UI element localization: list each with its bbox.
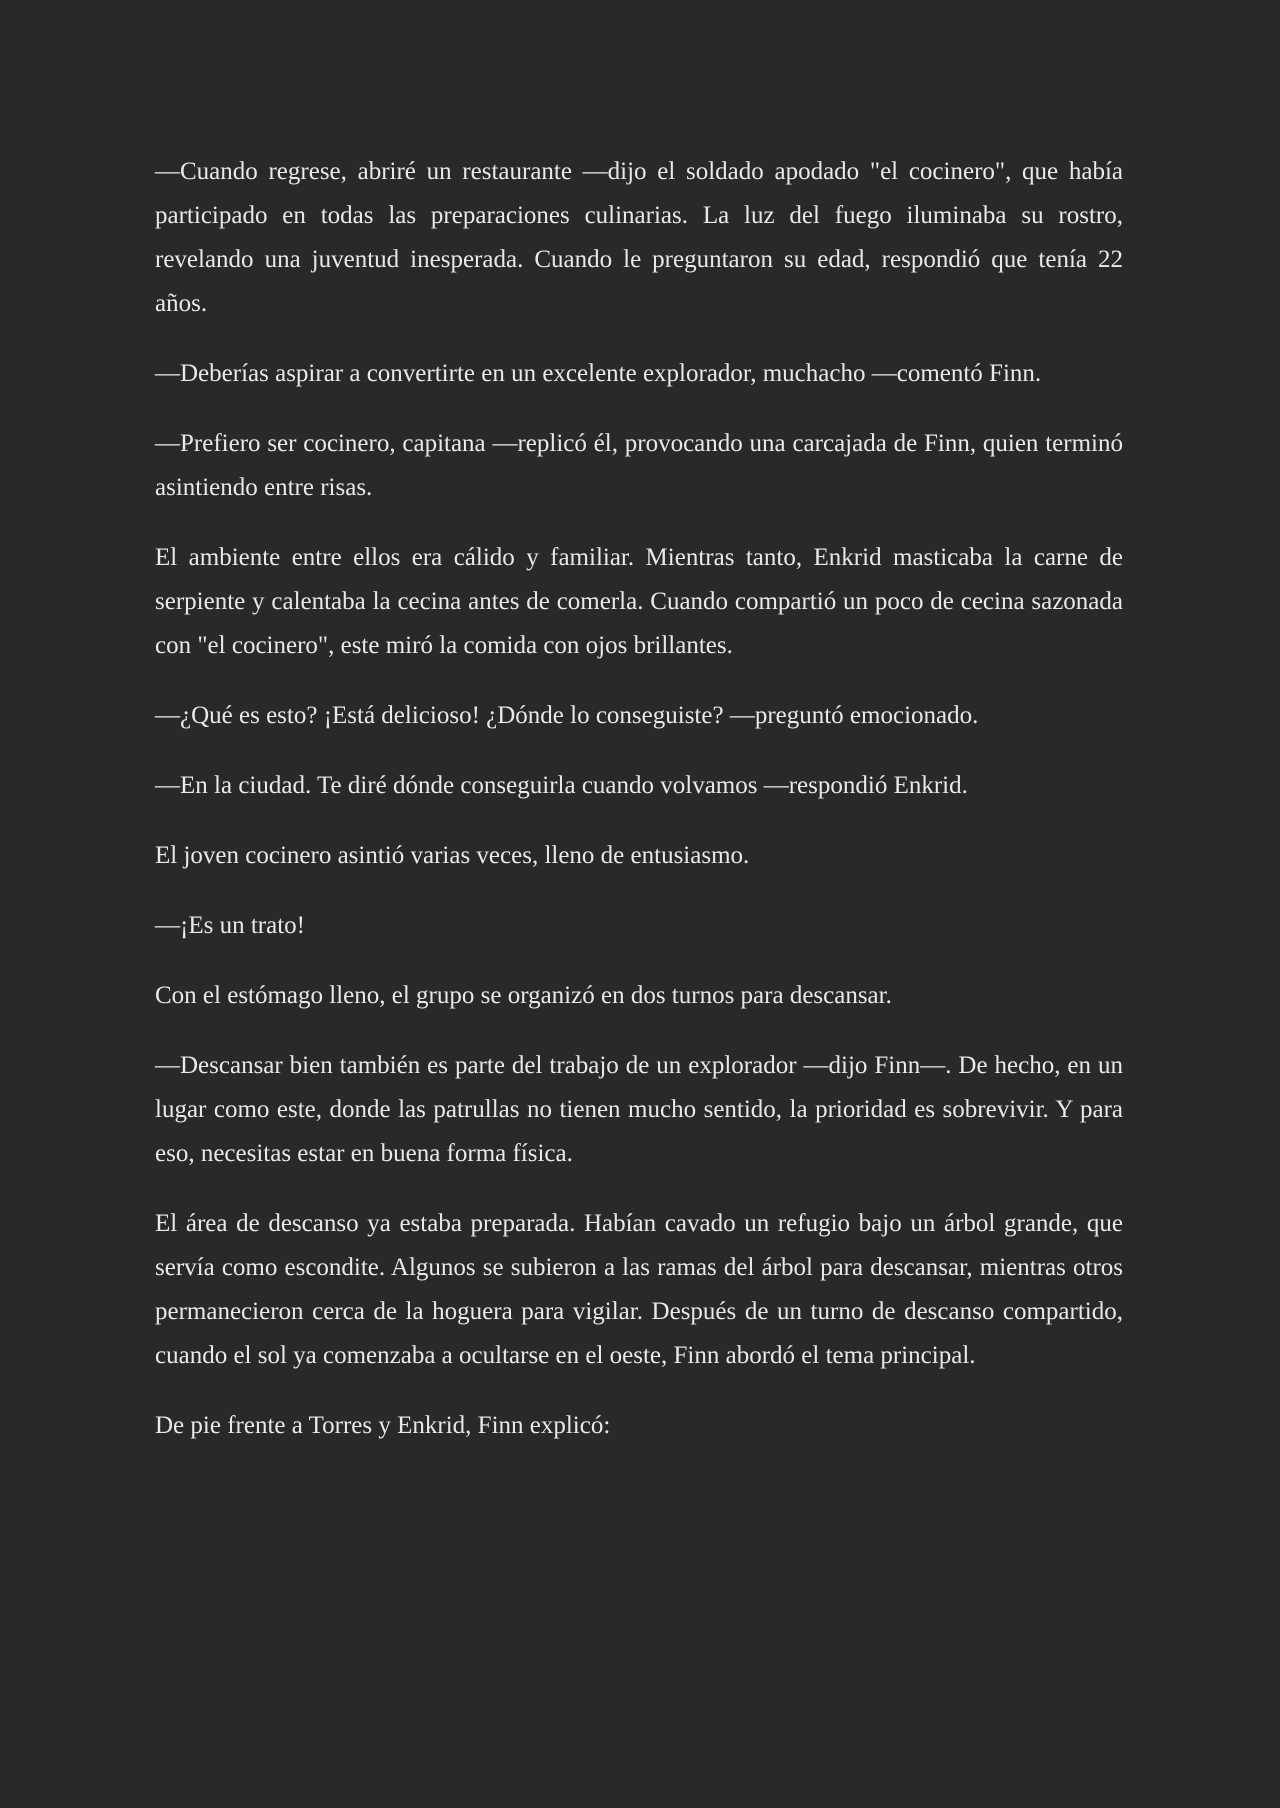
paragraph-11: El área de descanso ya estaba preparada. Habían cavado un refugio bajo un árbol grande, que servía como escondite. Algunos se subieron a las ramas del árbol para descansar, mientras otros permanecieron cerca de la hoguera para vigilar. Después de un turno de descanso compartido, cuando el sol ya comenzaba a ocultarse en el oeste, Finn abordó el tema principal. bbox=[155, 1210, 1123, 1369]
paragraph-9: Con el estómago lleno, el grupo se organizó en dos turnos para descansar. bbox=[155, 982, 892, 1009]
paragraph-10: —Descansar bien también es parte del trabajo de un explorador —dijo Finn—. De hecho, en un lugar como este, donde las patrullas no tienen mucho sentido, la prioridad es sobrevivir. Y para eso, necesitas estar en buena forma física. bbox=[155, 1052, 1123, 1167]
paragraph-6: —En la ciudad. Te diré dónde conseguirla cuando volvamos —respondió Enkrid. bbox=[155, 772, 968, 799]
chapter-text bbox=[155, 150, 1123, 1448]
paragraph-4: El ambiente entre ellos era cálido y familiar. Mientras tanto, Enkrid masticaba la carne de serpiente y calentaba la cecina antes de comerla. Cuando compartió un poco de cecina sazonada con "el cocinero", este miró la comida con ojos brillantes. bbox=[155, 544, 1123, 659]
paragraph-7: El joven cocinero asintió varias veces, lleno de entusiasmo. bbox=[155, 842, 750, 869]
paragraph-2: —Deberías aspirar a convertirte en un excelente explorador, muchacho —comentó Finn. bbox=[155, 360, 1042, 387]
paragraph-3: —Prefiero ser cocinero, capitana —replicó él, provocando una carcajada de Finn, quien terminó asintiendo entre risas. bbox=[155, 430, 1123, 501]
paragraph-12: De pie frente a Torres y Enkrid, Finn explicó: bbox=[155, 1412, 611, 1439]
paragraph-8: —¡Es un trato! bbox=[155, 912, 305, 939]
paragraph-1: —Cuando regrese, abriré un restaurante —dijo el soldado apodado "el cocinero", que había participado en todas las preparaciones culinarias. La luz del fuego iluminaba su rostro, revelando una juventud inesperada. Cuando le preguntaron su edad, respondió que tenía 22 años. bbox=[155, 158, 1123, 317]
paragraph-5: —¿Qué es esto? ¡Está delicioso! ¿Dónde lo conseguiste? —preguntó emocionado. bbox=[155, 702, 979, 729]
